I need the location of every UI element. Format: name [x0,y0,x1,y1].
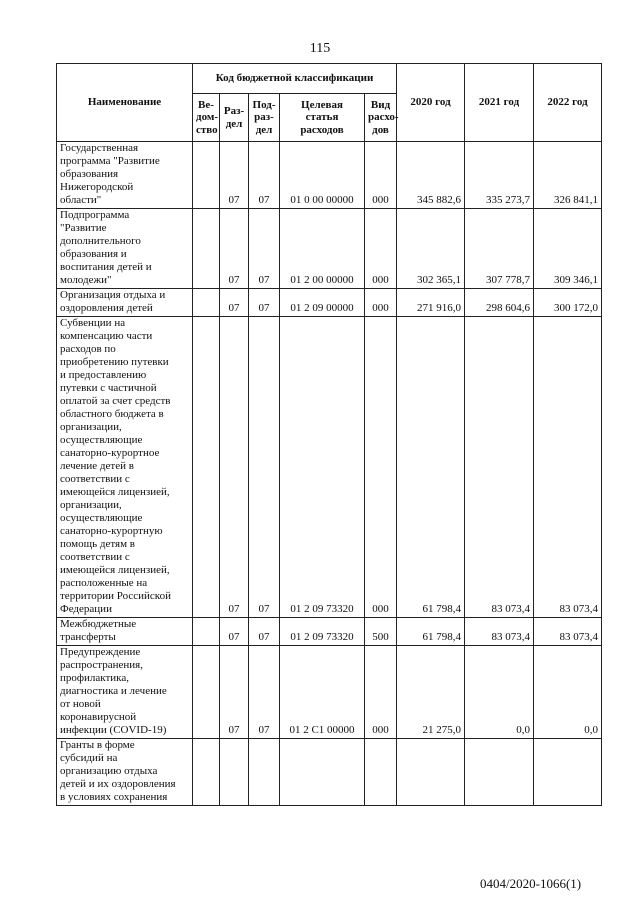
table-row [57,646,602,739]
row-2021: 83 073,4 [465,618,534,646]
row-2022: 300 172,0 [534,289,602,317]
row-vid-rashodov: 000 [365,289,397,317]
row-vedomstvo [193,646,220,739]
row-podrazdel [249,739,280,806]
row-vedomstvo [193,209,220,289]
row-2020: 345 882,6 [397,142,465,209]
row-razdel: 07 [220,289,249,317]
row-2022: 83 073,4 [534,317,602,618]
row-vid-rashodov: 500 [365,618,397,646]
row-podrazdel: 07 [249,618,280,646]
row-2021: 83 073,4 [465,317,534,618]
row-razdel: 07 [220,317,249,618]
row-razdel: 07 [220,646,249,739]
header-podrazdel: Под- раз- дел [249,94,280,142]
header-celevaya-statya: Целевая статья расходов [280,94,365,142]
row-podrazdel: 07 [249,142,280,209]
table-row [57,289,602,317]
row-celevaya-statya: 01 2 09 73320 [280,618,365,646]
header-razdel: Раз- дел [220,94,249,142]
row-podrazdel: 07 [249,646,280,739]
row-2022: 0,0 [534,646,602,739]
row-razdel [220,739,249,806]
row-2020: 21 275,0 [397,646,465,739]
row-celevaya-statya: 01 2 09 00000 [280,289,365,317]
header-vedomstvo: Ве- дом- ство [193,94,220,142]
row-2022 [534,739,602,806]
row-vedomstvo [193,618,220,646]
table-row [57,142,602,209]
page-number: 115 [309,41,331,56]
row-podrazdel: 07 [249,289,280,317]
row-2020: 302 365,1 [397,209,465,289]
row-name: Государственная программа "Развитие образования Нижегородской области" [57,142,193,209]
row-name: Организация отдыха и оздоровления детей [57,289,193,317]
row-2020: 271 916,0 [397,289,465,317]
budget-table [56,63,602,806]
row-vedomstvo [193,142,220,209]
header-2020: 2020 год [397,64,465,142]
row-vedomstvo [193,317,220,618]
row-podrazdel: 07 [249,209,280,289]
row-2020: 61 798,4 [397,618,465,646]
header-budget-code-group: Код бюджетной классификации [193,64,397,94]
row-vid-rashodov: 000 [365,142,397,209]
table-row [57,739,602,806]
row-vedomstvo [193,289,220,317]
header-2022: 2022 год [534,64,602,142]
row-vid-rashodov [365,739,397,806]
row-name: Подпрограмма "Развитие дополнительного образования и воспитания детей и молодежи" [57,209,193,289]
row-razdel: 07 [220,209,249,289]
row-2021: 298 604,6 [465,289,534,317]
row-razdel: 07 [220,618,249,646]
row-2020: 61 798,4 [397,317,465,618]
table-row [57,618,602,646]
document-code: 0404/2020-1066(1) [480,876,582,891]
row-2022: 83 073,4 [534,618,602,646]
row-razdel: 07 [220,142,249,209]
row-2021: 0,0 [465,646,534,739]
table-row [57,209,602,289]
row-2020 [397,739,465,806]
row-podrazdel: 07 [249,317,280,618]
row-celevaya-statya: 01 2 00 00000 [280,209,365,289]
row-vid-rashodov: 000 [365,209,397,289]
row-vid-rashodov: 000 [365,317,397,618]
row-vid-rashodov: 000 [365,646,397,739]
row-2021: 307 778,7 [465,209,534,289]
row-2022: 326 841,1 [534,142,602,209]
row-2022: 309 346,1 [534,209,602,289]
row-name: Гранты в форме субсидий на организацию отдыха детей и их оздоровления в условиях сохранения [57,739,193,806]
row-vedomstvo [193,739,220,806]
row-2021 [465,739,534,806]
table-row [57,317,602,618]
row-name: Субвенции на компенсацию части расходов по приобретению путевки и предоставлению путевки с частичной оплатой за счет средств областного бюджета в организации, осуществляющие санаторно-курортное лечение детей в соответствии с имеющейся лицензией, организации, осуществляющие санаторно-курортную помощь детям в соответствии с имеющейся лицензией, расположенные на территории Российской Федерации [57,317,193,618]
header-vid-rashodov: Вид расхо- дов [365,94,397,142]
row-celevaya-statya: 01 0 00 00000 [280,142,365,209]
row-celevaya-statya: 01 2 09 73320 [280,317,365,618]
row-celevaya-statya: 01 2 C1 00000 [280,646,365,739]
row-celevaya-statya [280,739,365,806]
row-name: Межбюджетные трансферты [57,618,193,646]
header-2021: 2021 год [465,64,534,142]
header-name: Наименование [57,64,193,142]
row-name: Предупреждение распространения, профилактика, диагностика и лечение от новой коронавирусной инфекции (COVID-19) [57,646,193,739]
row-2021: 335 273,7 [465,142,534,209]
